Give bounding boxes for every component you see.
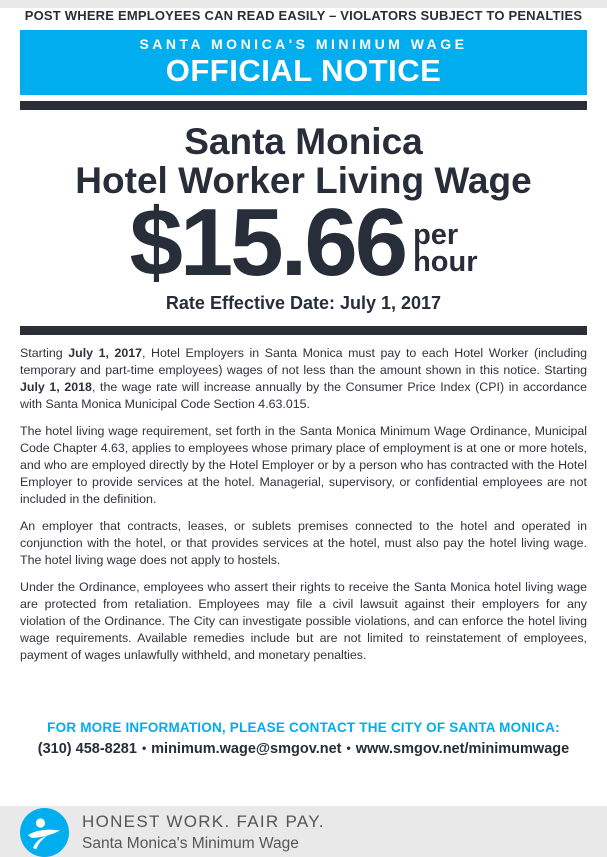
rate-effective-date: Rate Effective Date: July 1, 2017 <box>165 292 442 313</box>
contact-separator-1: • <box>141 740 147 755</box>
divider-bar-top <box>20 101 587 110</box>
contact-separator-2: • <box>346 740 351 755</box>
wage-amount: $15.66 <box>129 188 406 296</box>
p1-text-3: , the wage rate will increase annually by the Consumer Price Index (CPI) in accordance with Santa Monica Municipal Code Section 4.63.015. <box>20 379 588 411</box>
banner-title: OFFICIAL NOTICE <box>165 53 442 88</box>
p1-text-2: , Hotel Employers in Santa Monica must pay to each Hotel Worker (including temporary and part-time employees) wages of not less than the amount shown in this notice. Starting <box>20 345 587 377</box>
paragraph-wage-requirement <box>20 345 587 413</box>
posting-instruction-text: POST WHERE EMPLOYEES CAN READ EASILY – VIOLATORS SUBJECT TO PENALTIES <box>24 8 583 23</box>
p1-text-1: Starting <box>20 345 69 360</box>
headline-line-2: Hotel Worker Living Wage <box>75 159 532 201</box>
footer-tagline: HONEST WORK. FAIR PAY. <box>82 811 325 831</box>
footer-subtitle: Santa Monica's Minimum Wage <box>82 834 299 852</box>
official-notice-banner <box>20 30 587 95</box>
headline-line-1: Santa Monica <box>184 121 423 162</box>
notice-body <box>20 345 587 664</box>
paragraph-coverage: The hotel living wage requirement, set forth in the Santa Monica Minimum Wage Ordinance, Municipal Code Chapter 4.63, applies to employees whose primary place of employment is at one or more hotels, and who are employed directly by the Hotel Employer or by a person who has contracted with the Hotel Employer to provide services at the hotel. Managerial, supervisory, or confidential employees are not included in the definition. <box>20 423 587 506</box>
official-notice-poster <box>0 8 607 852</box>
campaign-footer <box>20 808 607 857</box>
wage-display <box>0 188 607 296</box>
footer-text <box>82 812 325 853</box>
p1-bold-date-2: July 1, 2018 <box>20 379 92 394</box>
p1-bold-date-1: July 1, 2017 <box>68 345 143 360</box>
contact-heading: FOR MORE INFORMATION, PLEASE CONTACT THE CITY OF SANTA MONICA: <box>47 719 560 735</box>
banner-kicker: SANTA MONICA'S MINIMUM WAGE <box>139 36 468 52</box>
contact-section <box>0 720 607 757</box>
wage-unit <box>405 218 478 291</box>
contact-details <box>0 741 607 757</box>
divider-bar-bottom <box>20 326 587 335</box>
contact-website: www.smgov.net/minimumwage <box>355 740 570 757</box>
contact-phone: (310) 458-8281 <box>37 740 137 757</box>
wage-unit-per: per <box>413 218 459 251</box>
contact-email: minimum.wage@smgov.net <box>151 740 342 757</box>
wage-unit-hour: hour <box>413 246 478 279</box>
paragraph-contractors: An employer that contracts, leases, or sublets premises connected to the hotel and operated in conjunction with the hotel, or that provides services at the hotel, must also pay the hotel living wage. The hotel living wage does not apply to hostels. <box>20 518 587 567</box>
paragraph-retaliation: Under the Ordinance, employees who assert their rights to receive the Santa Monica hotel living wage are protected from retaliation. Employees may file a civil lawsuit against their employers for any violation of the Ordinance. The City can investigate possible violations, and can enforce the hotel living wage requirements. Available remedies include but are not limited to reinstatement of employees, payment of wages unlawfully withheld, and monetary penalties. <box>20 579 587 662</box>
santa-monica-minimum-wage-logo-icon <box>20 808 69 857</box>
